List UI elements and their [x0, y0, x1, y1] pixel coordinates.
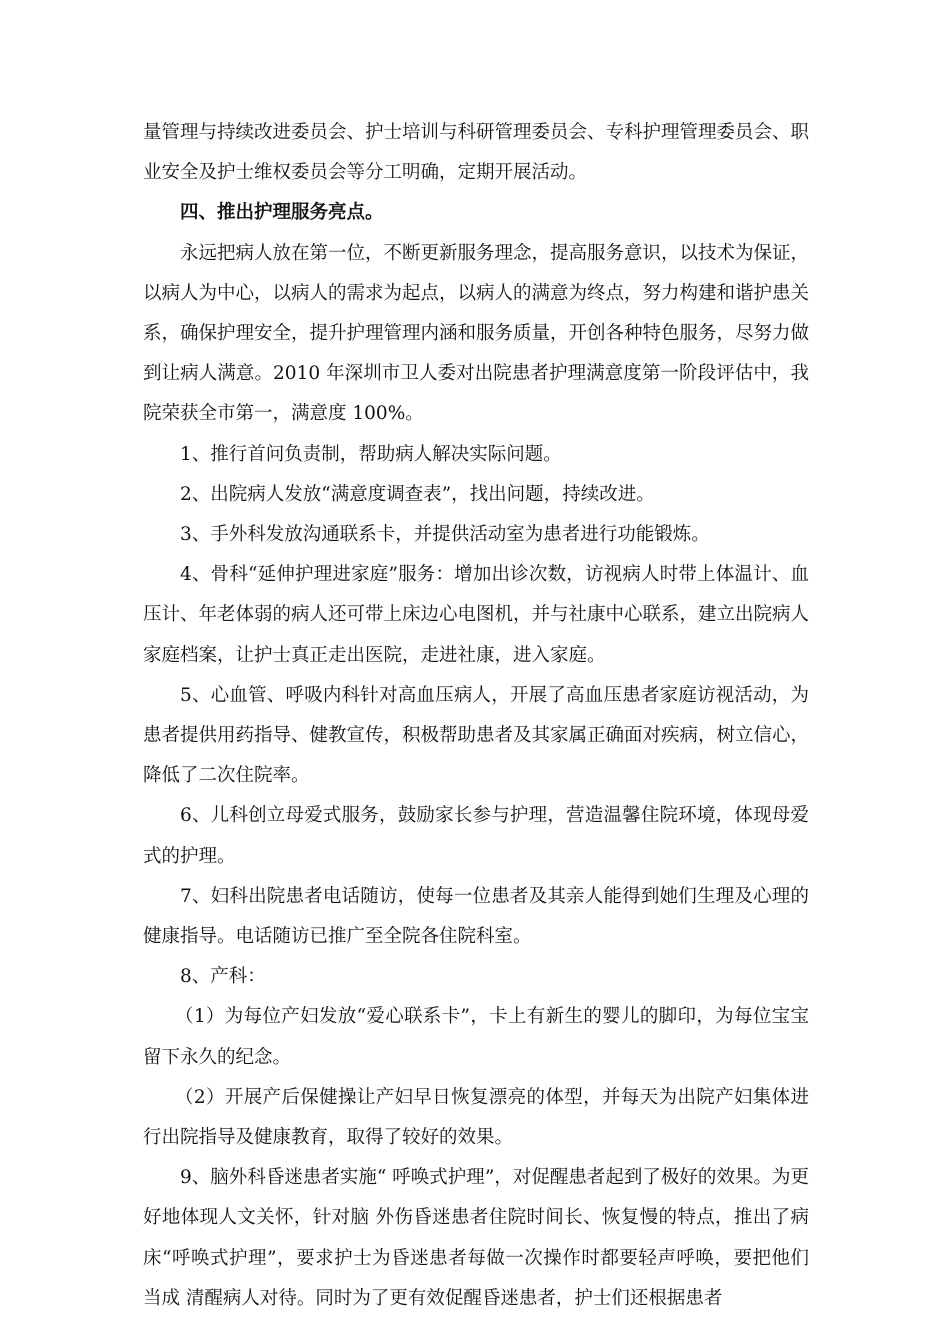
list-item-4: 4、骨科“延伸护理进家庭”服务：增加出诊次数，访视病人时带上体温计、血压计、年老体弱的病人还可带上床边心电图机，并与社康中心联系，建立出院病人家庭档案，让护士真正走出医院，走进社康，进入家庭。: [143, 564, 810, 666]
list-item-8: 8、产科：: [180, 966, 266, 988]
sub-item-8-2: （2）开展产后保健操让产妇早日恢复漂亮的体型，并每天为出院产妇集体进行出院指导及健康教育，取得了较好的效果。: [143, 1086, 809, 1149]
section-heading-4: 四、推出护理服务亮点。: [180, 202, 384, 224]
list-item-1: 1、推行首问负责制，帮助病人解决实际问题。: [180, 443, 562, 465]
list-item-3: 3、手外科发放沟通联系卡，并提供活动室为患者进行功能锻炼。: [180, 524, 710, 546]
document-body: [143, 113, 809, 1319]
list-item-5: 5、心血管、呼吸内科针对高血压病人，开展了高血压患者家庭访视活动，为患者提供用药指导、健教宣传，积极帮助患者及其家属正确面对疾病，树立信心，降低了二次住院率。: [143, 684, 810, 787]
paragraph-service-intro: 永远把病人放在第一位，不断更新服务理念，提高服务意识，以技术为保证，以病人为中心，以病人的需求为起点，以病人的满意为终点，努力构建和谐护患关系，确保护理安全，提升护理管理内涵和服务质量，开创各种特色服务，尽努力做到让病人满意。2010 年深圳市卫人委对出院患者护理满意度第一阶段评估中，我院荣获全市第一，满意度 100%。: [143, 242, 810, 425]
list-item-9: 9、脑外科昏迷患者实施“ 呼唤式护理”，对促醒患者起到了极好的效果。为更好地体现人文关怀，针对脑 外伤昏迷患者住院时间长、恢复慢的特点，推出了病床“呼唤式护理”，要求护士为昏迷患者每做一次操作时都要轻声呼唤，要把他们当成 清醒病人对待。同时为了更有效促醒昏迷患者，护士们还根据患者: [143, 1167, 809, 1309]
paragraph-committees: 量管理与持续改进委员会、护士培训与科研管理委员会、专科护理管理委员会、职业安全及护士维权委员会等分工明确，定期开展活动。: [143, 122, 810, 184]
sub-item-8-1: （1）为每位产妇发放“爱心联系卡”，卡上有新生的婴儿的脚印，为每位宝宝留下永久的纪念。: [143, 1006, 809, 1068]
list-item-7: 7、妇科出院患者电话随访，使每一位患者及其亲人能得到她们生理及心理的健康指导。电话随访已推广至全院各住院科室。: [143, 885, 809, 948]
list-item-2: 2、出院病人发放“满意度调查表”，找出问题，持续改进。: [180, 483, 655, 505]
list-item-6: 6、儿科创立母爱式服务，鼓励家长参与护理，营造温馨住院环境，体现母爱式的护理。: [143, 805, 809, 867]
